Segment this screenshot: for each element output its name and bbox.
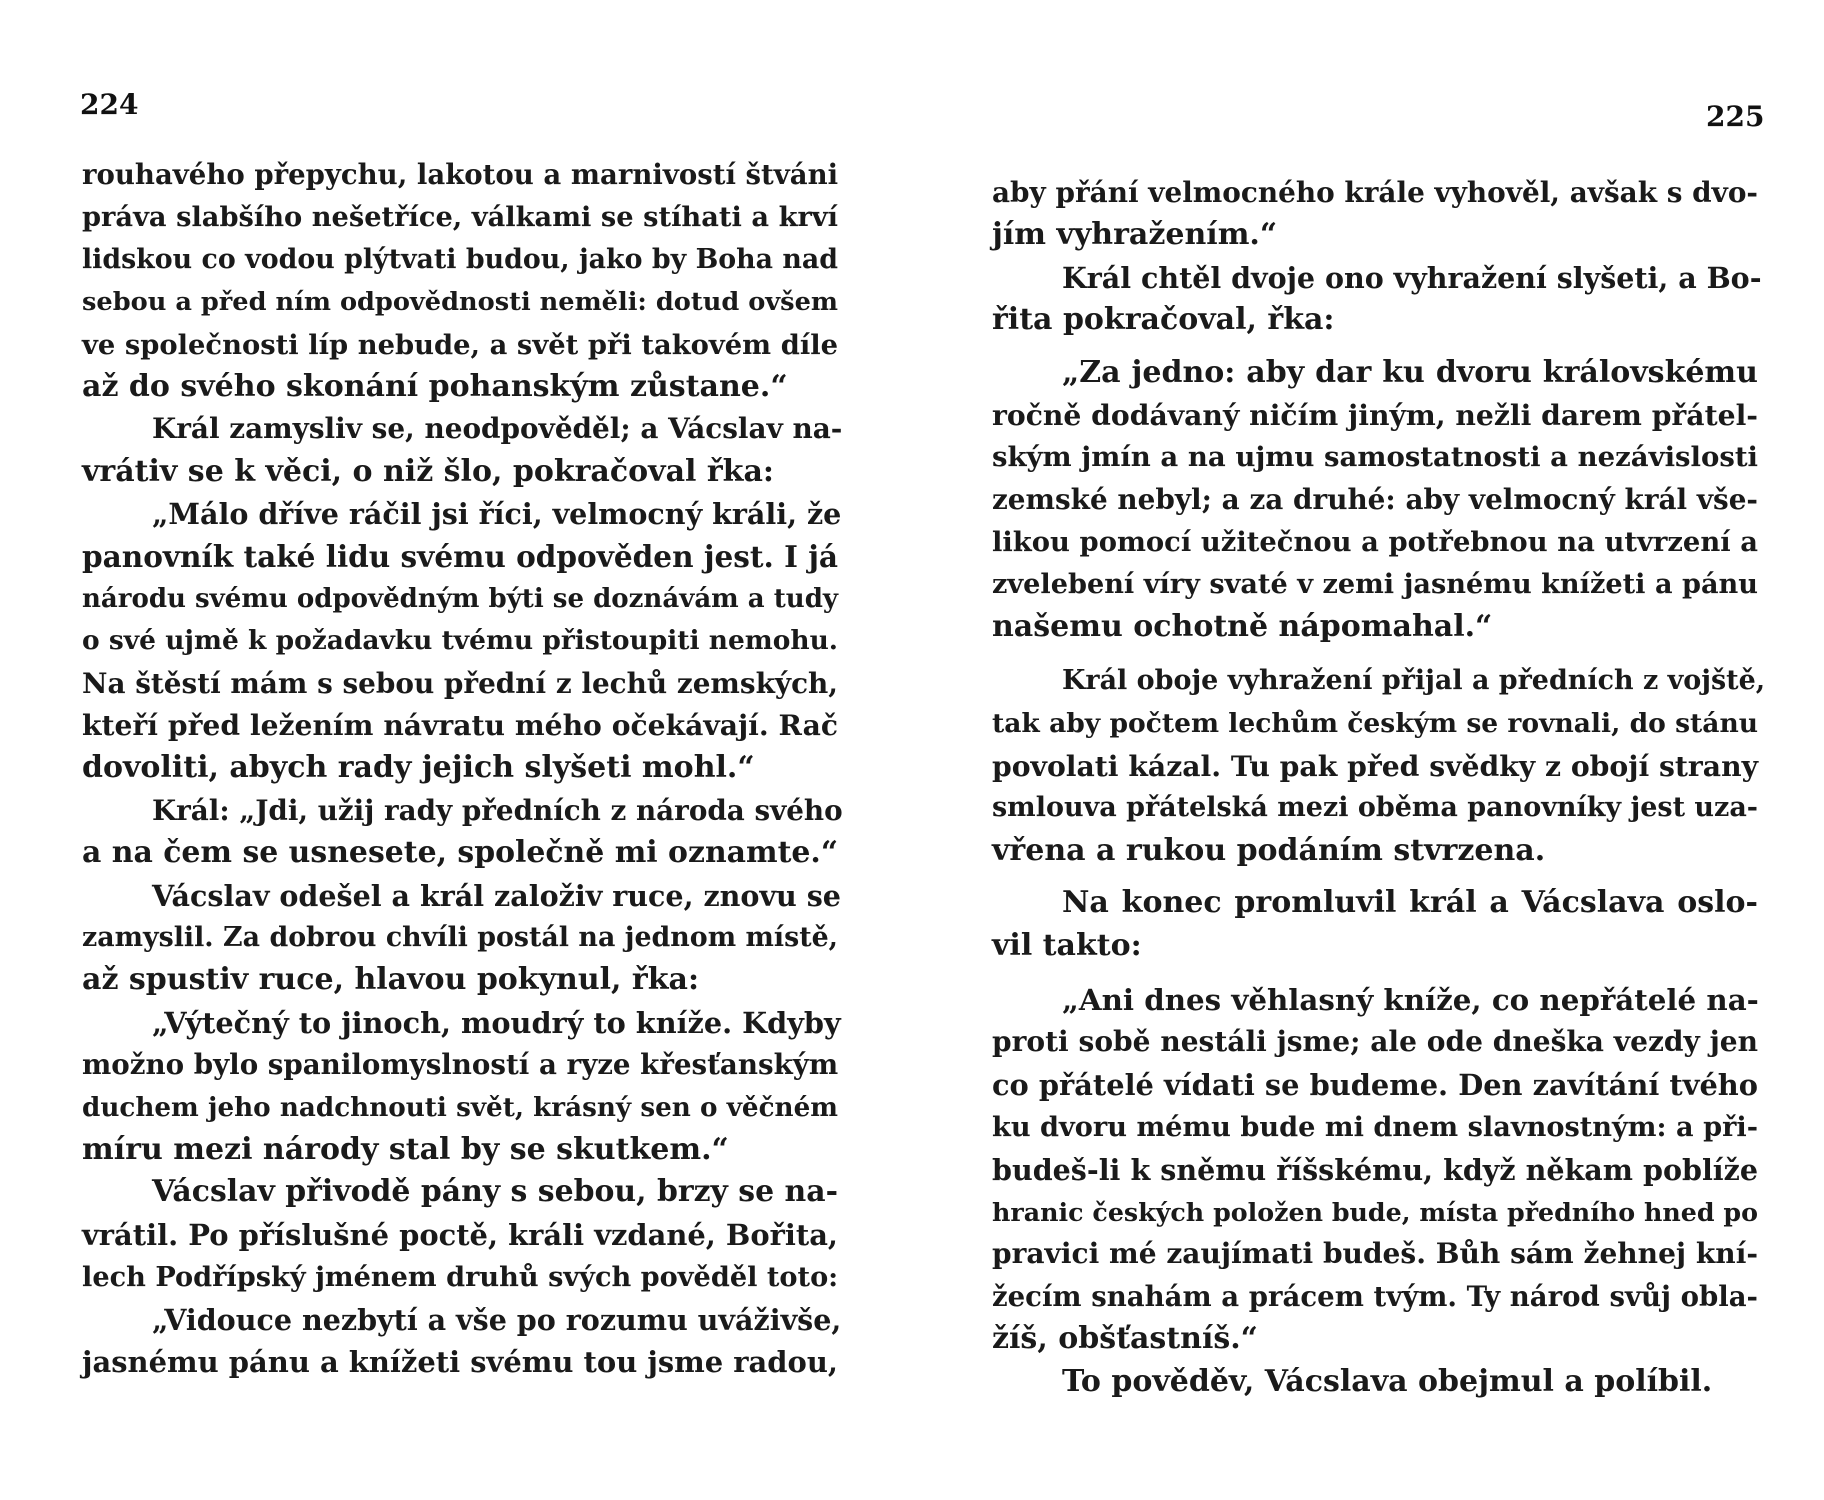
text-line: smlouva přátelská mezi oběma panovníky jest uza- xyxy=(992,792,1759,824)
text-line: ročně dodávaný ničím jiným, nežli darem přátel- xyxy=(992,397,1758,432)
text-line: povolati kázal. Tu pak před svědky z obojí strany xyxy=(992,749,1758,784)
text-line: likou pomocí užitečnou a potřebnou na utvrzení a xyxy=(992,526,1758,559)
text-line: možno bylo spanilomyslností a ryze křesťanským xyxy=(82,1048,839,1082)
page-text xyxy=(82,154,843,1383)
paragraph-gap xyxy=(992,872,1758,882)
text-line: „Za jedno: aby dar ku dvoru královskému xyxy=(1062,354,1758,390)
text-line: žecím snahám a prácem tvým. Ty národ svůj obla- xyxy=(992,1280,1758,1313)
paragraph-gap xyxy=(992,342,1758,352)
text-line: „Vidouce nezbytí a vše po rozumu uváživše, xyxy=(152,1302,842,1337)
text-line: jím vyhražením.“ xyxy=(992,217,1278,253)
text-line: tak aby počtem lechům českým se rovnali, do stánu xyxy=(992,707,1758,739)
left-page xyxy=(0,0,900,1500)
text-line: rouhavého přepychu, lakotou a marnivostí štváni xyxy=(82,159,839,191)
page-number: 225 xyxy=(1706,100,1765,133)
paragraph-gap xyxy=(992,967,1758,979)
text-line: zvelebení víry svaté v zemi jasnému knížeti a pánu xyxy=(992,568,1758,600)
paragraph-gap xyxy=(992,648,1758,660)
right-page xyxy=(900,0,1824,1500)
text-line: zamyslil. Za dobrou chvíli postál na jednom místě, xyxy=(82,922,838,954)
text-line: ku dvoru mému bude mi dnem slavnostným: a při- xyxy=(992,1111,1758,1144)
text-line: a na čem se usnesete, společně mi oznamte.“ xyxy=(82,835,839,871)
text-line: národu svému odpovědným býti se doznávám a tudy xyxy=(82,583,838,614)
text-line: „Ani dnes věhlasný kníže, co nepřátelé na- xyxy=(1062,982,1759,1018)
text-line: o své ujmě k požadavku tvému přistoupiti nemohu. xyxy=(82,625,838,657)
text-line: Král chtěl dvoje ono vyhražení slyšeti, a Bo- xyxy=(1062,260,1762,295)
text-line: Na štěstí mám s sebou přední z lechů zemských, xyxy=(82,666,838,700)
text-line: Na konec promluvil král a Vácslava oslo- xyxy=(1062,885,1758,921)
text-line: míru mezi národy stal by se skutkem.“ xyxy=(82,1131,729,1167)
text-line: Král: „Jdi, užij rady předních z národa svého xyxy=(152,793,843,827)
text-line: proti sobě nestáli jsme; ale ode dneška vezdy jen xyxy=(992,1025,1758,1059)
text-line: co přátelé vídati se budeme. Den zavítání tvého xyxy=(992,1067,1758,1102)
text-line: vřena a rukou podáním stvrzena. xyxy=(992,832,1546,868)
text-line: kteří před ležením návratu mého očekávají. Rač xyxy=(82,709,838,743)
text-line: jasnému pánu a knížeti svému tou jsme radou, xyxy=(82,1344,838,1379)
text-line: Vácslav odešel a král založiv ruce, znovu se xyxy=(152,878,841,913)
text-line: sebou a před ním odpovědnosti neměli: dotud ovšem xyxy=(82,287,838,318)
text-line: Král oboje vyhražení přijal a předních z vojště, xyxy=(1062,665,1766,697)
text-line: vrátil. Po příslušné poctě, králi vzdané, Bořita, xyxy=(82,1217,838,1252)
text-line: našemu ochotně nápomahal.“ xyxy=(992,608,1493,644)
text-line: dovoliti, abych rady jejich slyšeti mohl.“ xyxy=(82,750,755,786)
text-line: hranic českých položen bude, místa předního hned po xyxy=(992,1196,1758,1227)
text-line: ským jmín a na ujmu samostatnosti a nezávislosti xyxy=(992,441,1758,474)
text-line: budeš-li k sněmu říšskému, když někam poblíže xyxy=(992,1152,1758,1187)
page-number: 224 xyxy=(80,88,139,121)
text-line: „Málo dříve ráčil jsi říci, velmocný králi, že xyxy=(152,497,842,532)
text-line: žíš, obšťastníš.“ xyxy=(992,1321,1258,1357)
text-line: panovník také lidu svému odpověden jest. I já xyxy=(82,538,838,574)
text-line: práva slabšího nešetříce, válkami se stíhati a krví xyxy=(82,201,838,234)
text-line: pravici mé zaujímati budeš. Bůh sám žehnej kní- xyxy=(992,1237,1758,1271)
text-line: ve společnosti líp nebude, a svět při takovém díle xyxy=(82,328,838,361)
text-line: vrátiv se k věci, o niž šlo, pokračoval řka: xyxy=(82,453,774,489)
text-line: To pověděv, Vácslava obejmul a políbil. xyxy=(1062,1363,1713,1399)
text-line: duchem jeho nadchnouti svět, krásný sen o věčném xyxy=(82,1091,838,1123)
text-line: „Výtečný to jinoch, moudrý to kníže. Kdyby xyxy=(152,1005,841,1040)
text-line: vil takto: xyxy=(992,927,1142,963)
text-line: lidskou co vodou plýtvati budou, jako by Boha nad xyxy=(82,243,838,275)
text-line: aby přání velmocného krále vyhověl, avšak s dvo- xyxy=(992,176,1758,209)
text-line: lech Podřípský jménem druhů svých pověděl toto: xyxy=(82,1261,839,1294)
text-line: Vácslav přivodě pány s sebou, brzy se na- xyxy=(152,1174,839,1210)
text-line: až do svého skonání pohanským zůstane.“ xyxy=(82,368,788,404)
text-line: zemské nebyl; a za druhé: aby velmocný král vše- xyxy=(992,482,1758,516)
text-line: až spustiv ruce, hlavou pokynul, řka: xyxy=(82,962,700,998)
text-line: řita pokračoval, řka: xyxy=(992,302,1335,338)
text-line: Král zamysliv se, neodpověděl; a Vácslav na- xyxy=(152,412,843,446)
page-text xyxy=(992,172,1766,1403)
